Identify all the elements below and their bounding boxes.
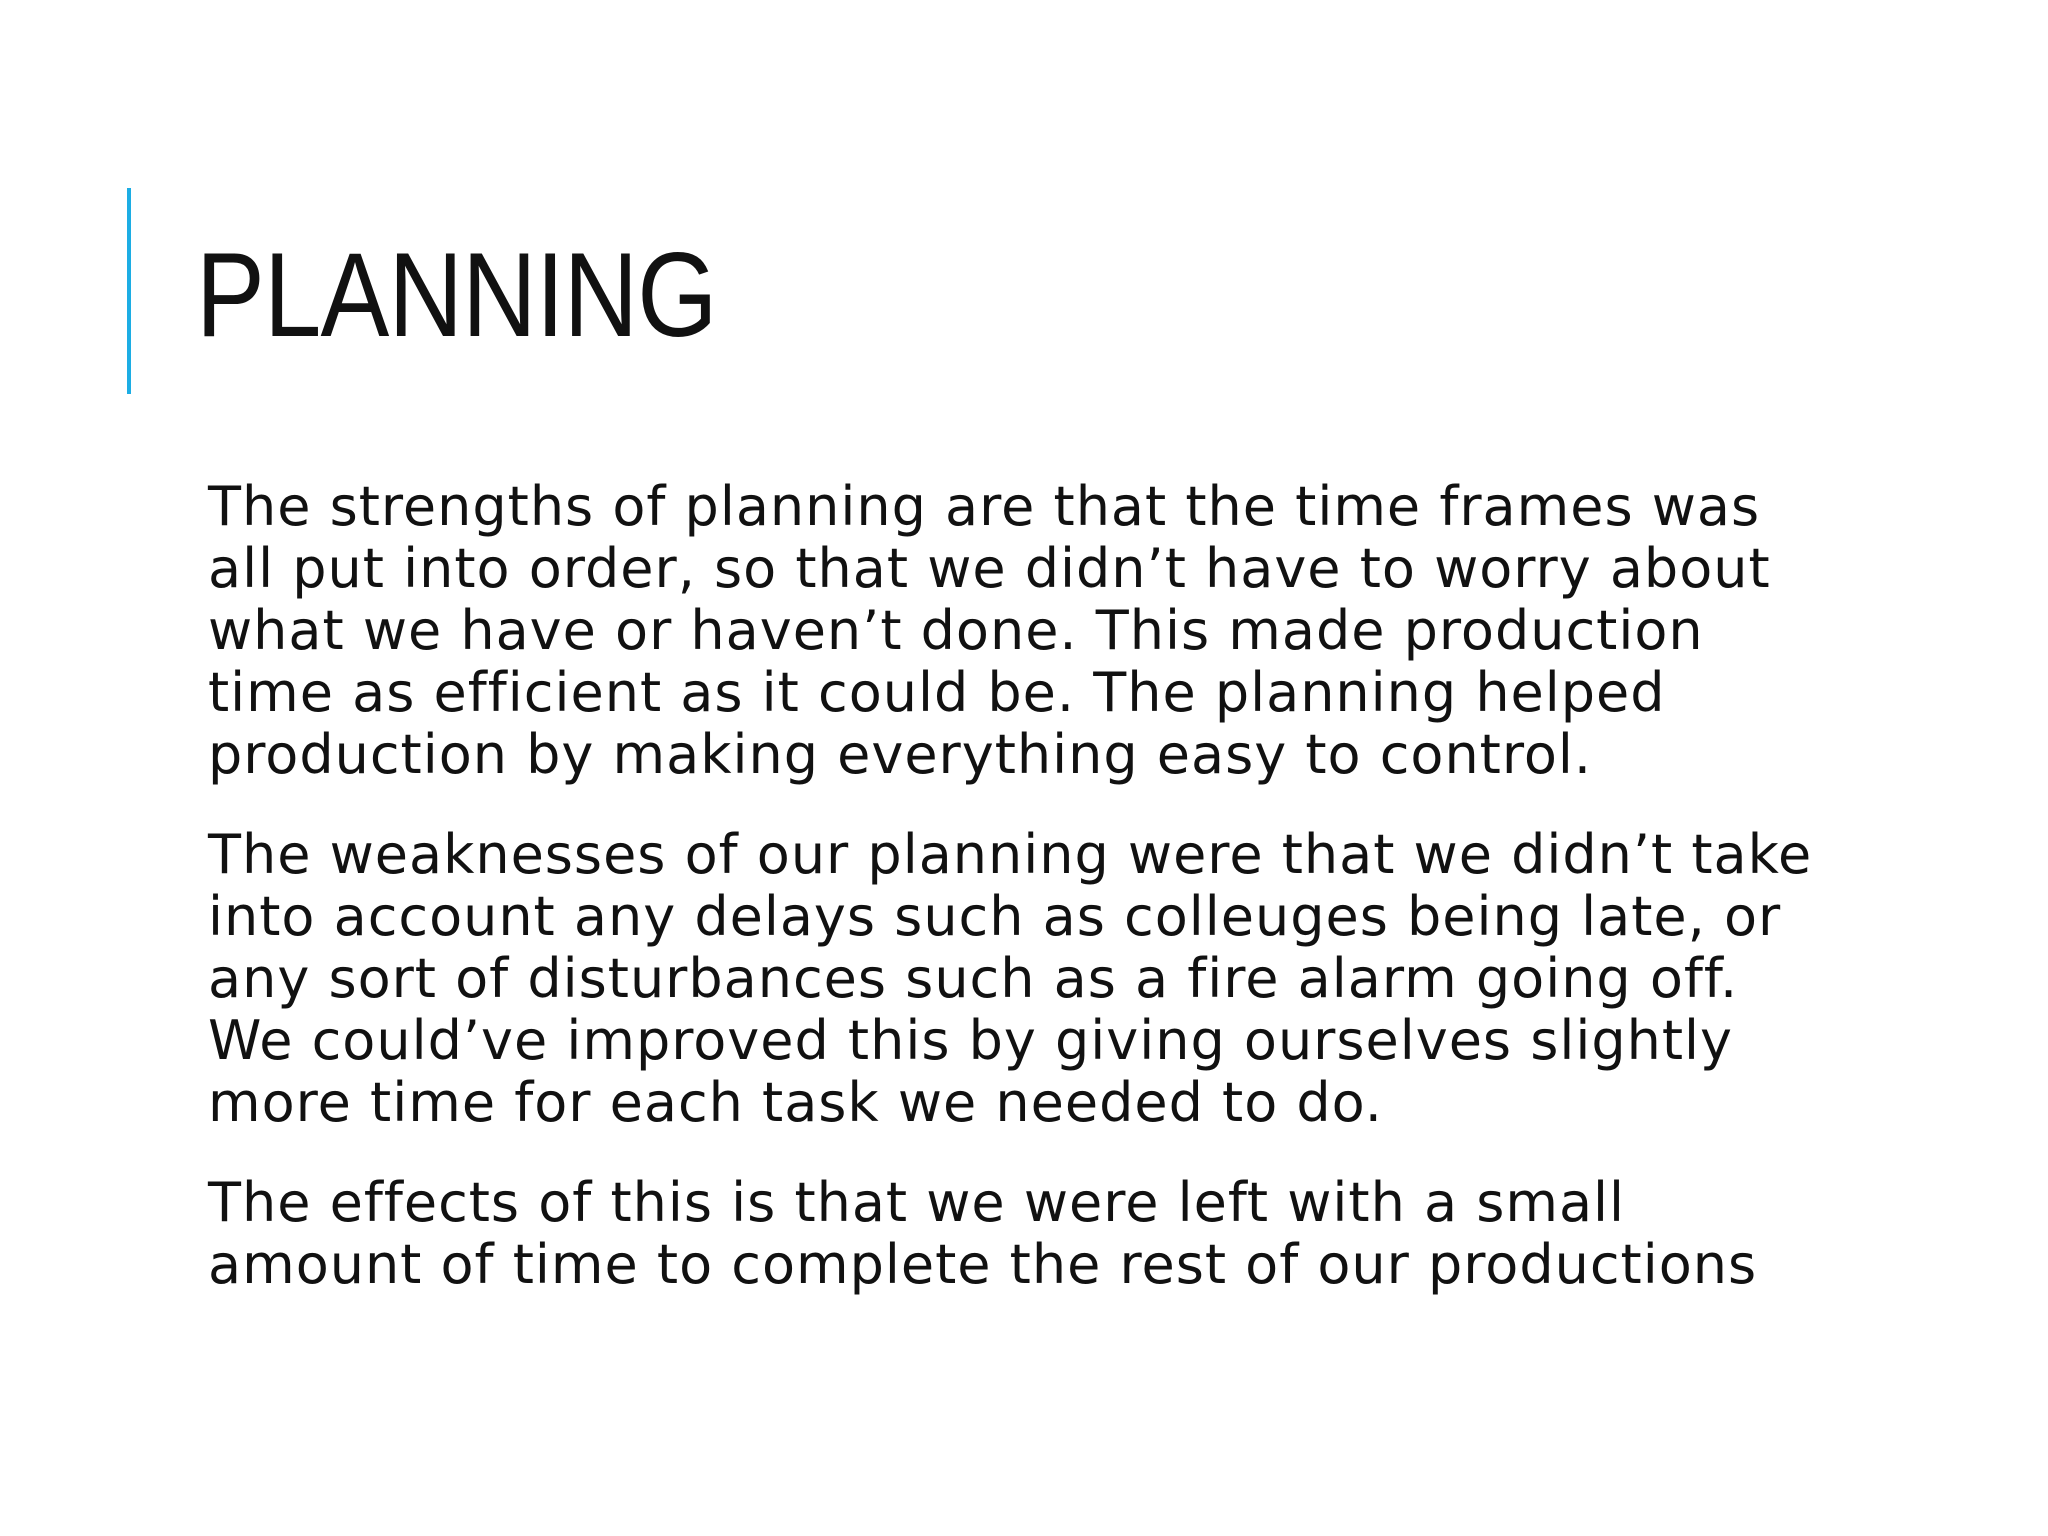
title-accent-bar — [127, 188, 131, 394]
text-line: into account any delays such as colleuges being late, or — [208, 885, 1782, 948]
text-line: what we have or haven’t done. This made production — [208, 599, 1704, 662]
text-line: time as efficient as it could be. The planning helped — [208, 661, 1666, 724]
text-line: The weaknesses of our planning were that we didn’t take — [208, 823, 1813, 886]
paragraph-strengths — [208, 476, 1908, 786]
paragraph-effects — [208, 1172, 1908, 1296]
text-line: more time for each task we needed to do. — [208, 1071, 1383, 1134]
text-line: The strengths of planning are that the time frames was — [208, 475, 1761, 538]
text-line: any sort of disturbances such as a fire alarm going off. — [208, 947, 1739, 1010]
slide-body — [208, 476, 1908, 1334]
slide-title: PLANNING — [196, 228, 717, 362]
text-line: We could’ve improved this by giving ourselves slightly — [208, 1009, 1733, 1072]
text-line: production by making everything easy to control. — [208, 723, 1593, 786]
paragraph-weaknesses — [208, 824, 1908, 1134]
text-line: all put into order, so that we didn’t have to worry about — [208, 537, 1771, 600]
text-line: The effects of this is that we were left with a small — [208, 1171, 1626, 1234]
text-line: amount of time to complete the rest of our productions — [208, 1233, 1758, 1296]
